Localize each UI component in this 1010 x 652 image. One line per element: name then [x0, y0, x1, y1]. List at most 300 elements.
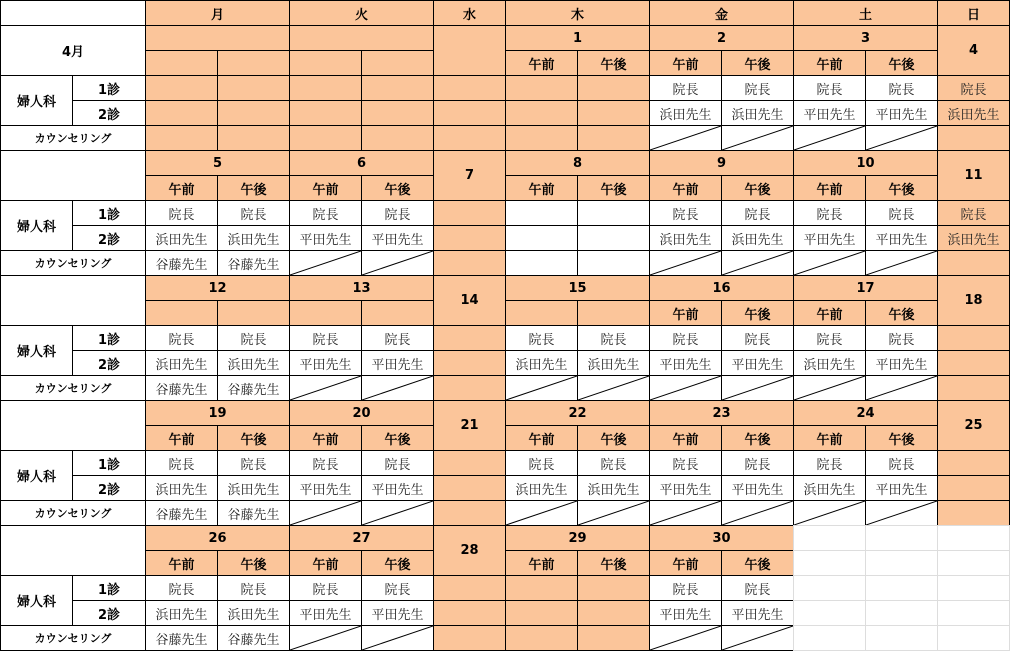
- am-header-text: 午前: [528, 182, 555, 198]
- pm-header: [721, 550, 794, 576]
- slot2-cell: [577, 225, 650, 251]
- date-cell-text: 2: [716, 30, 727, 46]
- pm-header: [721, 425, 794, 451]
- slot1-label-text: 1診: [97, 207, 121, 223]
- slot2-cell: [865, 100, 938, 126]
- pm-header-text: 午後: [744, 182, 771, 198]
- diagonal-slash: [362, 501, 433, 525]
- dept-label-text: 婦人科: [16, 470, 56, 485]
- counseling-cell: [361, 625, 434, 651]
- pm-header: [865, 50, 938, 76]
- date-cell: [793, 275, 938, 301]
- slot2-cell: [793, 225, 866, 251]
- pm-header-text: 午後: [888, 432, 915, 448]
- slot1-label: [72, 75, 146, 101]
- am-header: [505, 175, 578, 201]
- counseling-cell: [865, 250, 938, 276]
- slot1-cell: [577, 575, 650, 601]
- slot1-cell: [937, 450, 1010, 476]
- slot2-cell-text: 平田先生: [731, 357, 784, 373]
- pm-header: [865, 425, 938, 451]
- slot2-cell: [145, 475, 218, 501]
- date-cell-text: 6: [356, 155, 367, 171]
- slot2-label-text: 2診: [97, 482, 121, 498]
- counseling-cell: [217, 250, 290, 276]
- am-header-text: 午前: [672, 432, 699, 448]
- slot2-cell-text: 平田先生: [659, 482, 712, 498]
- counseling-cell: [361, 250, 434, 276]
- pm-header-text: 午後: [888, 307, 915, 323]
- dept-label: [0, 325, 73, 376]
- slot1-cell: [289, 450, 362, 476]
- slot2-cell: [433, 350, 506, 376]
- month-label: [0, 25, 146, 76]
- slot1-cell-text: 院長: [240, 457, 267, 473]
- date-cell-text: 11: [964, 168, 983, 183]
- day-header: [289, 0, 434, 26]
- slot2-cell-text: 浜田先生: [227, 607, 280, 623]
- diagonal-slash: [722, 501, 793, 525]
- slot2-cell: [505, 100, 578, 126]
- empty-cell: [793, 525, 866, 551]
- date-cell: [793, 400, 938, 426]
- slot1-label: [72, 575, 146, 601]
- slot2-cell: [937, 475, 1010, 501]
- month-label-text: 4月: [61, 45, 85, 60]
- counseling-cell: [865, 500, 938, 526]
- pm-header: [217, 175, 290, 201]
- counseling-label: [0, 625, 146, 651]
- slot2-cell-text: 浜田先生: [155, 232, 208, 248]
- slot1-cell: [433, 200, 506, 226]
- slot2-label-text: 2診: [97, 357, 121, 373]
- slot2-cell: [217, 350, 290, 376]
- slot2-cell-text: 浜田先生: [659, 107, 712, 123]
- slot2-cell: [289, 600, 362, 626]
- slot1-cell-text: 院長: [240, 582, 267, 598]
- slot2-cell-text: 浜田先生: [803, 357, 856, 373]
- slot1-cell: [721, 200, 794, 226]
- counseling-cell-text: 谷藤先生: [155, 382, 208, 398]
- slot1-cell-text: 院長: [744, 207, 771, 223]
- am-header: [505, 50, 578, 76]
- counseling-cell-text: 谷藤先生: [227, 382, 280, 398]
- counseling-cell: [937, 500, 1010, 526]
- slot1-cell: [145, 75, 218, 101]
- slot2-cell-text: 浜田先生: [155, 357, 208, 373]
- slot2-cell-text: 平田先生: [371, 357, 424, 373]
- counseling-cell: [217, 625, 290, 651]
- slot2-cell: [649, 475, 722, 501]
- counseling-cell: [289, 375, 362, 401]
- counseling-cell: [433, 625, 506, 651]
- counseling-cell: [793, 375, 866, 401]
- slot2-cell: [217, 225, 290, 251]
- slot1-cell-text: 院長: [816, 207, 843, 223]
- slot2-cell-text: 浜田先生: [587, 357, 640, 373]
- slot2-cell: [361, 350, 434, 376]
- slot1-cell: [505, 200, 578, 226]
- slot2-label: [72, 100, 146, 126]
- slot2-cell-text: 平田先生: [659, 607, 712, 623]
- slot1-cell: [361, 200, 434, 226]
- slot2-cell: [649, 350, 722, 376]
- date-cell-text: 10: [856, 155, 875, 171]
- slot1-cell: [217, 575, 290, 601]
- counseling-cell: [361, 125, 434, 151]
- slot1-cell: [505, 75, 578, 101]
- slot2-cell-text: 浜田先生: [731, 232, 784, 248]
- date-cell-text: 27: [352, 530, 371, 546]
- date-cell-text: 17: [856, 280, 875, 296]
- slot1-cell: [865, 450, 938, 476]
- slot2-cell: [793, 475, 866, 501]
- slot1-cell-text: 院長: [888, 82, 915, 98]
- week-header-blank: [0, 525, 146, 576]
- day-header-text: 日: [966, 7, 980, 23]
- slot2-cell-text: 平田先生: [371, 607, 424, 623]
- counseling-cell: [793, 500, 866, 526]
- slot2-cell: [721, 225, 794, 251]
- am-header: [649, 550, 722, 576]
- am-header-text: 午前: [528, 57, 555, 73]
- counseling-label-text: カウンセリング: [34, 632, 112, 645]
- diagonal-slash: [794, 251, 865, 275]
- slot2-cell: [721, 475, 794, 501]
- pm-header-text: 午後: [888, 57, 915, 73]
- counseling-label: [0, 250, 146, 276]
- slot2-cell: [433, 475, 506, 501]
- date-cell: [937, 275, 1010, 326]
- date-cell: [649, 150, 794, 176]
- slot1-cell: [649, 575, 722, 601]
- pm-header-text: 午後: [240, 557, 267, 573]
- slot2-cell-text: 平田先生: [803, 232, 856, 248]
- am-header-text: 午前: [312, 432, 339, 448]
- counseling-cell: [145, 625, 218, 651]
- date-cell-text: 14: [460, 293, 479, 308]
- slot2-cell-text: 平田先生: [299, 482, 352, 498]
- counseling-cell: [145, 375, 218, 401]
- slot1-cell: [289, 200, 362, 226]
- date-cell-text: 19: [208, 405, 227, 421]
- diagonal-slash: [794, 376, 865, 400]
- day-header: [145, 0, 290, 26]
- slot1-cell-text: 院長: [168, 582, 195, 598]
- date-cell-text: 20: [352, 405, 371, 421]
- counseling-cell: [217, 375, 290, 401]
- counseling-cell: [289, 625, 362, 651]
- counseling-cell-text: 谷藤先生: [227, 257, 280, 273]
- slot1-cell: [361, 325, 434, 351]
- day-header-text: 火: [354, 7, 368, 23]
- slot1-label-text: 1診: [97, 582, 121, 598]
- counseling-cell: [361, 500, 434, 526]
- slot1-cell-text: 院長: [672, 82, 699, 98]
- diagonal-slash: [362, 376, 433, 400]
- pm-header-text: 午後: [384, 432, 411, 448]
- slot1-cell: [721, 575, 794, 601]
- empty-cell: [937, 550, 1010, 576]
- counseling-cell-text: 谷藤先生: [155, 507, 208, 523]
- pm-header: [361, 550, 434, 576]
- slot2-cell-text: 浜田先生: [227, 357, 280, 373]
- pm-header-text: 午後: [888, 182, 915, 198]
- am-header: [145, 300, 218, 326]
- pm-header: [721, 300, 794, 326]
- slot1-cell-text: 院長: [528, 457, 555, 473]
- slot1-cell: [145, 325, 218, 351]
- diagonal-slash: [650, 501, 721, 525]
- counseling-cell: [937, 375, 1010, 401]
- counseling-label-text: カウンセリング: [34, 132, 112, 145]
- empty-cell: [865, 600, 938, 626]
- slot2-cell: [433, 600, 506, 626]
- am-header: [289, 175, 362, 201]
- counseling-label: [0, 500, 146, 526]
- date-cell-text: 26: [208, 530, 227, 546]
- empty-cell: [793, 625, 866, 651]
- slot1-cell: [361, 575, 434, 601]
- week-header-blank: [0, 150, 146, 201]
- slot1-label: [72, 325, 146, 351]
- am-header-text: 午前: [816, 307, 843, 323]
- slot2-cell-text: 浜田先生: [227, 482, 280, 498]
- slot1-cell-text: 院長: [240, 207, 267, 223]
- pm-header: [577, 550, 650, 576]
- slot1-cell-text: 院長: [312, 207, 339, 223]
- date-cell: [505, 150, 650, 176]
- date-cell-text: 7: [464, 168, 475, 183]
- slot2-cell: [505, 475, 578, 501]
- am-header-text: 午前: [168, 432, 195, 448]
- counseling-cell: [721, 125, 794, 151]
- slot2-cell: [505, 350, 578, 376]
- slot1-cell: [217, 200, 290, 226]
- pm-header-text: 午後: [240, 432, 267, 448]
- dept-label-text: 婦人科: [16, 220, 56, 235]
- slot2-cell: [577, 350, 650, 376]
- pm-header-text: 午後: [600, 182, 627, 198]
- date-cell: [433, 525, 506, 576]
- pm-header-text: 午後: [600, 557, 627, 573]
- slot2-cell: [289, 350, 362, 376]
- empty-cell: [793, 600, 866, 626]
- slot1-cell-text: 院長: [888, 332, 915, 348]
- am-header-text: 午前: [528, 432, 555, 448]
- am-header: [145, 425, 218, 451]
- slot2-cell-text: 平田先生: [299, 357, 352, 373]
- counseling-cell: [793, 125, 866, 151]
- slot1-cell: [433, 75, 506, 101]
- am-header-text: 午前: [312, 557, 339, 573]
- counseling-cell: [289, 250, 362, 276]
- counseling-cell: [145, 500, 218, 526]
- slot2-cell: [937, 225, 1010, 251]
- date-cell-text: 1: [572, 30, 583, 46]
- day-header-text: 水: [462, 7, 476, 23]
- slot2-cell: [793, 100, 866, 126]
- slot1-cell: [505, 575, 578, 601]
- am-header: [505, 425, 578, 451]
- date-cell-text: 9: [716, 155, 727, 171]
- diagonal-slash: [866, 501, 937, 525]
- counseling-cell: [577, 250, 650, 276]
- date-cell-text: 21: [460, 418, 479, 433]
- counseling-cell: [433, 375, 506, 401]
- date-cell: [505, 525, 650, 551]
- slot2-cell: [649, 100, 722, 126]
- date-cell: [793, 25, 938, 51]
- diagonal-slash: [362, 626, 433, 650]
- counseling-cell: [145, 125, 218, 151]
- slot1-cell: [505, 325, 578, 351]
- dept-label: [0, 575, 73, 626]
- diagonal-slash: [794, 501, 865, 525]
- counseling-cell: [865, 125, 938, 151]
- slot2-cell-text: 浜田先生: [803, 482, 856, 498]
- slot2-cell-text: 平田先生: [875, 232, 928, 248]
- slot2-cell-text: 平田先生: [731, 482, 784, 498]
- slot1-label-text: 1診: [97, 82, 121, 98]
- slot2-cell: [865, 475, 938, 501]
- slot2-cell: [433, 225, 506, 251]
- slot1-cell: [865, 75, 938, 101]
- counseling-cell: [937, 125, 1010, 151]
- diagonal-slash: [578, 376, 649, 400]
- date-cell-text: 25: [964, 418, 983, 433]
- slot2-cell: [145, 225, 218, 251]
- diagonal-slash: [506, 501, 577, 525]
- pm-header-text: 午後: [744, 307, 771, 323]
- diagonal-slash: [722, 626, 793, 650]
- slot2-cell-text: 平田先生: [371, 232, 424, 248]
- slot1-cell: [289, 325, 362, 351]
- am-header-text: 午前: [816, 182, 843, 198]
- corner-cell: [0, 0, 146, 26]
- dept-label-text: 婦人科: [16, 95, 56, 110]
- slot2-label: [72, 350, 146, 376]
- counseling-cell: [505, 250, 578, 276]
- am-header-text: 午前: [672, 57, 699, 73]
- day-header: [793, 0, 938, 26]
- slot1-cell: [649, 450, 722, 476]
- day-header-text: 金: [714, 7, 728, 23]
- slot2-cell: [217, 100, 290, 126]
- slot1-cell-text: 院長: [312, 582, 339, 598]
- slot1-label: [72, 450, 146, 476]
- slot1-cell-text: 院長: [384, 332, 411, 348]
- am-header: [505, 300, 578, 326]
- slot1-cell-text: 院長: [672, 457, 699, 473]
- counseling-cell: [433, 250, 506, 276]
- date-cell-text: 28: [460, 543, 479, 558]
- empty-cell: [937, 625, 1010, 651]
- slot2-label-text: 2診: [97, 607, 121, 623]
- slot1-cell-text: 院長: [240, 332, 267, 348]
- date-cell-text: 5: [212, 155, 223, 171]
- counseling-cell: [289, 125, 362, 151]
- date-cell: [433, 275, 506, 326]
- day-header-text: 月: [210, 7, 224, 23]
- dept-label-text: 婦人科: [16, 345, 56, 360]
- am-header: [505, 550, 578, 576]
- day-header-text: 木: [570, 7, 584, 23]
- pm-header: [721, 175, 794, 201]
- slot1-cell: [937, 325, 1010, 351]
- slot2-label-text: 2診: [97, 107, 121, 123]
- slot1-cell: [217, 450, 290, 476]
- pm-header-text: 午後: [744, 432, 771, 448]
- slot1-cell-text: 院長: [960, 82, 987, 98]
- slot2-cell: [649, 600, 722, 626]
- slot1-cell-text: 院長: [888, 457, 915, 473]
- counseling-cell: [649, 500, 722, 526]
- counseling-cell: [433, 125, 506, 151]
- slot1-cell: [289, 75, 362, 101]
- slot1-cell-text: 院長: [888, 207, 915, 223]
- slot2-cell: [865, 225, 938, 251]
- slot2-label: [72, 225, 146, 251]
- pm-header: [721, 50, 794, 76]
- counseling-cell: [217, 125, 290, 151]
- slot1-cell: [937, 200, 1010, 226]
- date-cell: [649, 275, 794, 301]
- counseling-cell: [289, 500, 362, 526]
- pm-header: [577, 425, 650, 451]
- date-cell: [145, 150, 290, 176]
- am-header: [289, 50, 362, 76]
- pm-header: [865, 300, 938, 326]
- counseling-cell: [649, 375, 722, 401]
- counseling-cell: [505, 125, 578, 151]
- slot1-cell-text: 院長: [168, 207, 195, 223]
- slot2-cell: [793, 350, 866, 376]
- date-cell: [289, 25, 434, 51]
- slot1-cell-text: 院長: [816, 82, 843, 98]
- slot1-cell: [145, 575, 218, 601]
- slot1-cell-text: 院長: [384, 207, 411, 223]
- date-cell: [937, 150, 1010, 201]
- pm-header-text: 午後: [600, 57, 627, 73]
- slot2-cell-text: 平田先生: [875, 107, 928, 123]
- slot1-cell-text: 院長: [528, 332, 555, 348]
- slot2-cell: [649, 225, 722, 251]
- empty-cell: [937, 575, 1010, 601]
- empty-cell: [793, 550, 866, 576]
- am-header: [649, 425, 722, 451]
- date-cell: [289, 275, 434, 301]
- counseling-label-text: カウンセリング: [34, 507, 112, 520]
- slot2-cell: [505, 600, 578, 626]
- slot2-label: [72, 475, 146, 501]
- pm-header: [217, 550, 290, 576]
- slot1-cell-text: 院長: [960, 207, 987, 223]
- diagonal-slash: [650, 626, 721, 650]
- diagonal-slash: [290, 251, 361, 275]
- pm-header: [361, 425, 434, 451]
- am-header: [649, 175, 722, 201]
- counseling-cell: [145, 250, 218, 276]
- slot1-cell: [865, 325, 938, 351]
- diagonal-slash: [866, 126, 937, 150]
- counseling-cell: [865, 375, 938, 401]
- slot1-cell: [721, 75, 794, 101]
- slot2-cell-text: 平田先生: [731, 607, 784, 623]
- am-header-text: 午前: [672, 182, 699, 198]
- am-header-text: 午前: [528, 557, 555, 573]
- slot2-cell-text: 浜田先生: [659, 232, 712, 248]
